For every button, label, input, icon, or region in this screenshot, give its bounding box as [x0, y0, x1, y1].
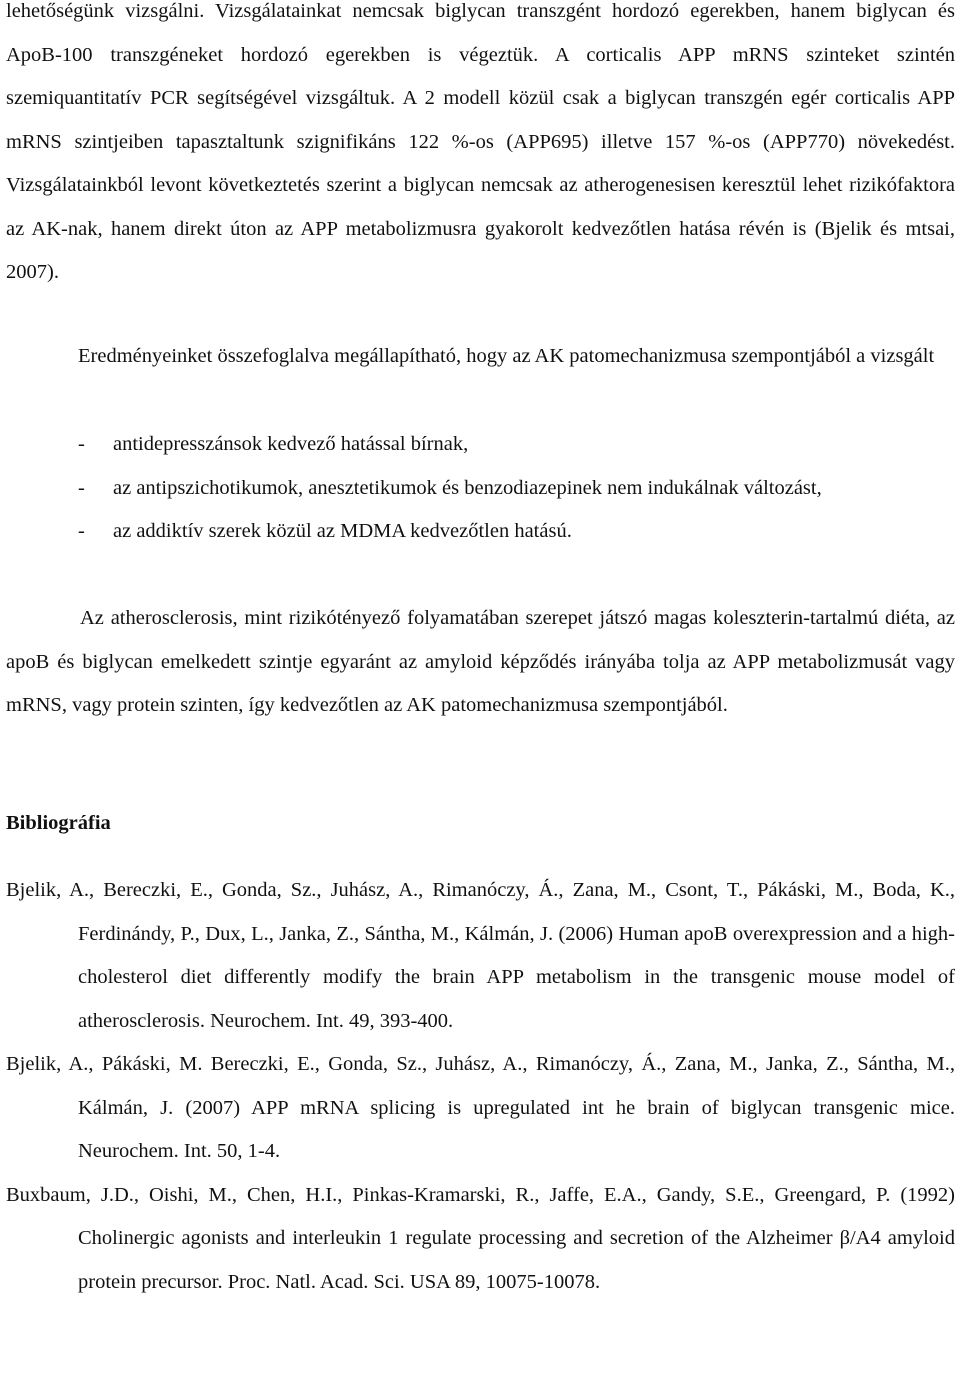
- bibliography-heading: Bibliográfia: [6, 812, 111, 834]
- body-paragraph-summary: Eredményeinket összefoglalva megállapítható, hogy az AK patomechanizmusa szempontjából a vizsgált: [78, 345, 935, 367]
- reference-list: [6, 869, 955, 1304]
- list-dash: -: [78, 433, 85, 455]
- list-item: [6, 423, 955, 467]
- body-paragraph-results: lehetőségünk vizsgálni. Vizsgálatainkat nemcsak biglycan transzgént hordozó egerekben, hanem biglycan és ApoB-100 transzgéneket hordozó egerekben is végeztük. A corticalis APP mRNS szinteket szintén szemiquantitatív PCR segítségével vizsgáltuk. A 2 modell közül csak a biglycan transzgén egér corticalis APP mRNS szintjeiben tapasztaltunk szignifikáns 122 %-os (APP695) illetve 157 %-os (APP770) növekedést. Vizsgálatainkból levont következtetés szerint a biglycan nemcsak az atherogenesisen keresztül lehet rizikófaktora az AK-nak, hanem direkt úton az APP metabolizmusra gyakorolt kedvezőtlen hatása révén is (Bjelik és mtsai, 2007).: [6, 0, 955, 283]
- findings-list: [6, 423, 955, 554]
- list-item-text: antidepresszánsok kedvező hatással bírnak,: [113, 433, 469, 455]
- list-item: [6, 510, 955, 554]
- reference-item: Bjelik, A., Pákáski, M. Bereczki, E., Gonda, Sz., Juhász, A., Rimanóczy, Á., Zana, M., Janka, Z., Sántha, M., Kálmán, J. (2007) APP mRNA splicing is upregulated int he brain of biglycan transgenic mice. Neurochem. Int. 50, 1-4.: [6, 1053, 955, 1162]
- list-item-text: az antipszichotikumok, anesztetikumok és benzodiazepinek nem indukálnak változást,: [113, 476, 822, 499]
- list-item-text: az addiktív szerek közül az MDMA kedvezőtlen hatású.: [113, 520, 572, 542]
- list-dash: -: [78, 520, 85, 542]
- reference-item: Buxbaum, J.D., Oishi, M., Chen, H.I., Pinkas-Kramarski, R., Jaffe, E.A., Gandy, S.E., Greengard, P. (1992) Cholinergic agonists and interleukin 1 regulate processing and secretion of the Alzheimer β/A4 amyloid protein precursor. Proc. Natl. Acad. Sci. USA 89, 10075-10078.: [6, 1183, 955, 1293]
- body-paragraph-atherosclerosis: Az atherosclerosis, mint rizikótényező folyamatában szerepet játszó magas koleszterin-tartalmú diéta, az apoB és biglycan emelkedett szintje egyaránt az amyloid képződés irányába tolja az APP metabolizmusát vagy mRNS, vagy protein szinten, így kedvezőtlen az AK patomechanizmusa szempontjából.: [6, 607, 955, 716]
- reference-item: Bjelik, A., Bereczki, E., Gonda, Sz., Juhász, A., Rimanóczy, Á., Zana, M., Csont, T., Pákáski, M., Boda, K., Ferdinándy, P., Dux, L., Janka, Z., Sántha, M., Kálmán, J. (2006) Human apoB overexpression and a high-cholesterol diet differently modify the brain APP metabolism in the transgenic mouse model of atherosclerosis. Neurochem. Int. 49, 393-400.: [6, 879, 955, 1032]
- list-dash: -: [78, 476, 85, 499]
- list-item: [6, 467, 955, 511]
